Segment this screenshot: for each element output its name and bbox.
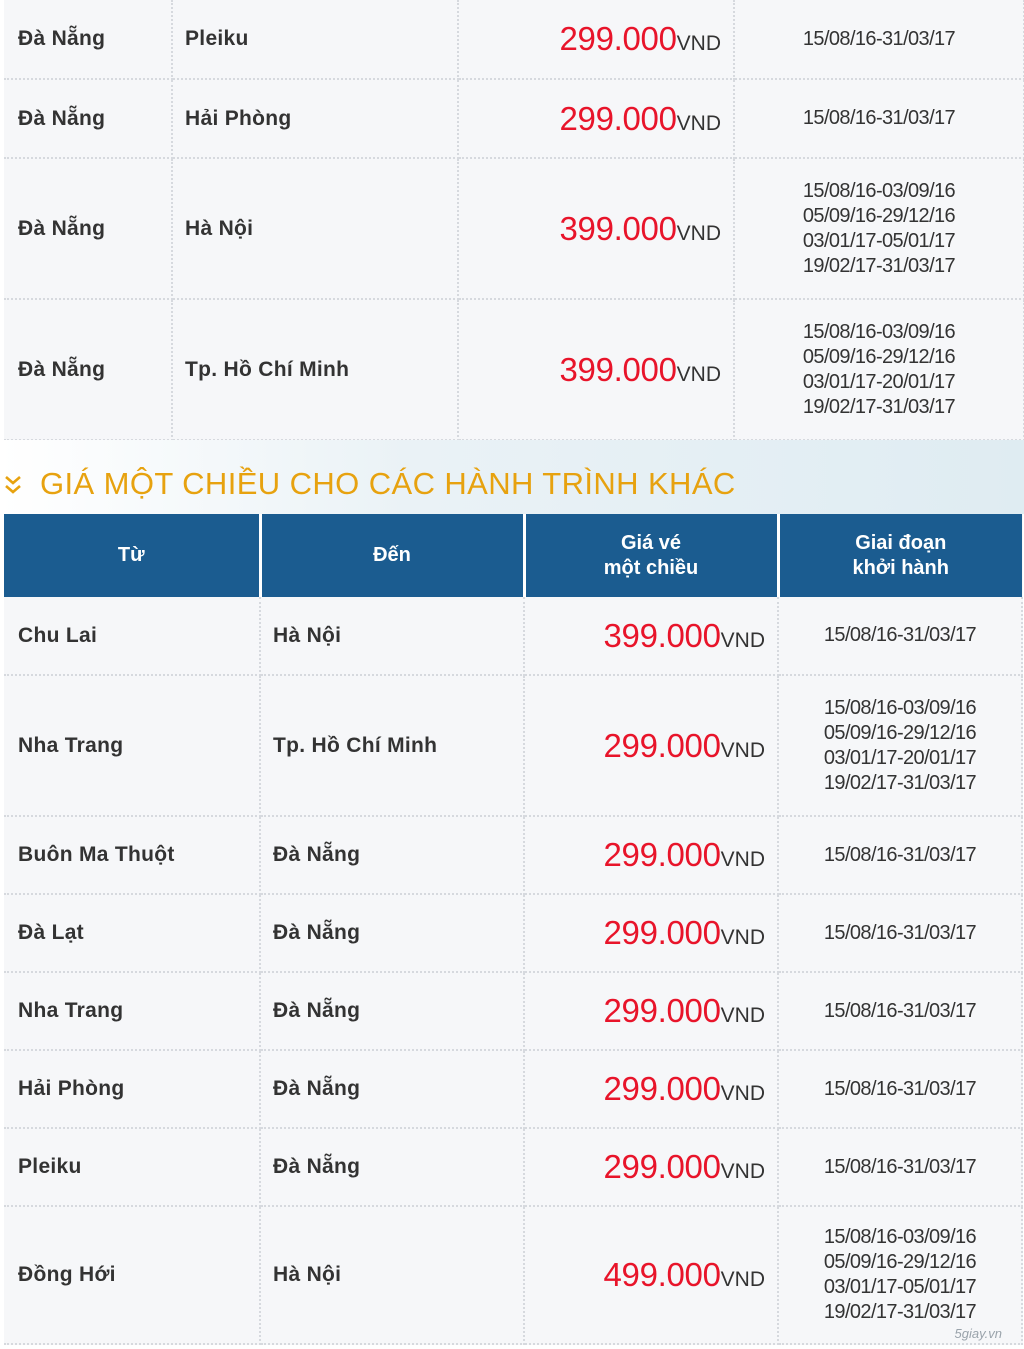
price-unit: VND [720, 926, 765, 949]
price-cell [524, 1206, 778, 1344]
price-value: 299.000 [603, 914, 721, 951]
price-value: 299.000 [603, 1070, 721, 1107]
price-unit: VND [720, 1268, 765, 1291]
price-value: 299.000 [603, 1148, 721, 1185]
price-cell [458, 79, 734, 158]
date-range: 15/08/16-31/03/17 [823, 1155, 977, 1178]
dates-cell [778, 1050, 1022, 1128]
date-range: 15/08/16-03/09/16 [802, 320, 956, 343]
table-row [4, 675, 1022, 816]
price-value: 299.000 [559, 99, 677, 137]
to-cell: Đà Nẵng [260, 894, 524, 972]
price-cell [524, 597, 778, 675]
date-range: 15/08/16-03/09/16 [823, 1226, 977, 1248]
price-value: 299.000 [603, 726, 721, 764]
price-unit: VND [676, 362, 721, 386]
dates-cell [778, 816, 1022, 894]
price-unit: VND [720, 1082, 765, 1105]
dates-cell [778, 894, 1022, 972]
price-cell [524, 972, 778, 1050]
table-row [4, 1050, 1022, 1128]
from-cell: Hải Phòng [4, 1050, 260, 1128]
table-row [4, 972, 1022, 1050]
section-title: GIÁ MỘT CHIỀU CHO CÁC HÀNH TRÌNH KHÁC [40, 466, 736, 501]
dates-cell [778, 675, 1022, 816]
from-cell: Nha Trang [4, 972, 260, 1050]
price-unit: VND [720, 848, 765, 871]
table-row [4, 597, 1022, 675]
date-range: 15/08/16-31/03/17 [823, 1077, 977, 1100]
date-range: 15/08/16-31/03/17 [823, 999, 977, 1022]
date-range: 15/08/16-31/03/17 [823, 843, 977, 866]
date-range: 03/01/17-05/01/17 [802, 229, 956, 252]
price-unit: VND [676, 111, 721, 135]
to-cell: Hà Nội [172, 158, 458, 299]
column-header-price: Giá vé một chiều [524, 514, 778, 597]
price-cell [524, 894, 778, 972]
dates-cell [778, 1128, 1022, 1206]
price-unit: VND [720, 1160, 765, 1183]
from-cell: Pleiku [4, 1128, 260, 1206]
to-cell: Đà Nẵng [260, 1050, 524, 1128]
from-cell: Đà Nẵng [4, 299, 172, 440]
date-range: 19/02/17-31/03/17 [802, 395, 956, 418]
price-unit: VND [720, 1004, 765, 1027]
date-range: 15/08/16-31/03/17 [802, 27, 956, 50]
table-row [4, 894, 1022, 972]
column-header-from: Từ [4, 514, 260, 597]
date-range: 03/01/17-20/01/17 [802, 370, 956, 393]
date-range: 03/01/17-20/01/17 [823, 746, 977, 769]
from-cell: Đà Nẵng [4, 0, 172, 79]
dates-cell [778, 972, 1022, 1050]
date-range: 15/08/16-31/03/17 [823, 921, 977, 944]
date-range: 05/09/16-29/12/16 [823, 1251, 977, 1273]
price-value: 399.000 [603, 616, 721, 654]
table-row [4, 0, 1024, 79]
table-row [4, 299, 1024, 440]
watermark: 5giay.vn [954, 1326, 1002, 1341]
price-cell [458, 0, 734, 79]
price-value: 299.000 [559, 20, 677, 57]
table-row [4, 158, 1024, 299]
to-cell: Tp. Hồ Chí Minh [172, 299, 458, 440]
date-range: 05/09/16-29/12/16 [823, 721, 977, 744]
price-value: 499.000 [603, 1256, 721, 1293]
price-unit: VND [676, 221, 721, 245]
dates-cell [734, 158, 1024, 299]
date-range: 15/08/16-03/09/16 [823, 696, 977, 719]
table-header-row [4, 514, 1022, 597]
to-cell: Tp. Hồ Chí Minh [260, 675, 524, 816]
from-cell: Đà Nẵng [4, 79, 172, 158]
column-header-to: Đến [260, 514, 524, 597]
from-cell: Buôn Ma Thuột [4, 816, 260, 894]
from-cell: Nha Trang [4, 675, 260, 816]
to-cell: Đà Nẵng [260, 972, 524, 1050]
price-value: 299.000 [603, 992, 721, 1029]
dates-cell [734, 79, 1024, 158]
date-range: 15/08/16-31/03/17 [823, 624, 977, 646]
price-unit: VND [720, 738, 765, 762]
table-row [4, 1128, 1022, 1206]
price-cell [458, 158, 734, 299]
date-range: 03/01/17-05/01/17 [823, 1276, 977, 1298]
to-cell: Pleiku [172, 0, 458, 79]
price-unit: VND [720, 628, 765, 652]
price-cell [524, 1128, 778, 1206]
to-cell: Đà Nẵng [260, 1128, 524, 1206]
from-cell: Đà Nẵng [4, 158, 172, 299]
date-range: 05/09/16-29/12/16 [802, 204, 956, 227]
price-value: 399.000 [559, 209, 677, 247]
table-row [4, 79, 1024, 158]
price-cell [524, 675, 778, 816]
date-range: 15/08/16-03/09/16 [802, 179, 956, 202]
top-fare-table [4, 0, 1024, 441]
dates-cell [778, 597, 1022, 675]
date-range: 19/02/17-31/03/17 [823, 1301, 977, 1323]
table-row [4, 1206, 1022, 1344]
date-range: 19/02/17-31/03/17 [802, 254, 956, 277]
to-cell: Hà Nội [260, 1206, 524, 1344]
to-cell: Hải Phòng [172, 79, 458, 158]
dates-cell [734, 299, 1024, 440]
price-value: 299.000 [603, 836, 721, 873]
to-cell: Đà Nẵng [260, 816, 524, 894]
date-range: 05/09/16-29/12/16 [802, 345, 956, 368]
price-cell [524, 1050, 778, 1128]
column-header-period: Giai đoạn khởi hành [778, 514, 1022, 597]
dates-cell [734, 0, 1024, 79]
double-chevron-down-icon [4, 472, 22, 498]
from-cell: Đà Lạt [4, 894, 260, 972]
price-cell [524, 816, 778, 894]
price-unit: VND [676, 32, 721, 55]
to-cell: Hà Nội [260, 597, 524, 675]
other-routes-fare-table [4, 514, 1023, 1345]
price-value: 399.000 [559, 350, 677, 388]
price-cell [458, 299, 734, 440]
dates-cell [778, 1206, 1022, 1344]
date-range: 19/02/17-31/03/17 [823, 771, 977, 794]
date-range: 15/08/16-31/03/17 [802, 107, 956, 129]
from-cell: Chu Lai [4, 597, 260, 675]
table-row [4, 816, 1022, 894]
from-cell: Đồng Hới [4, 1206, 260, 1344]
